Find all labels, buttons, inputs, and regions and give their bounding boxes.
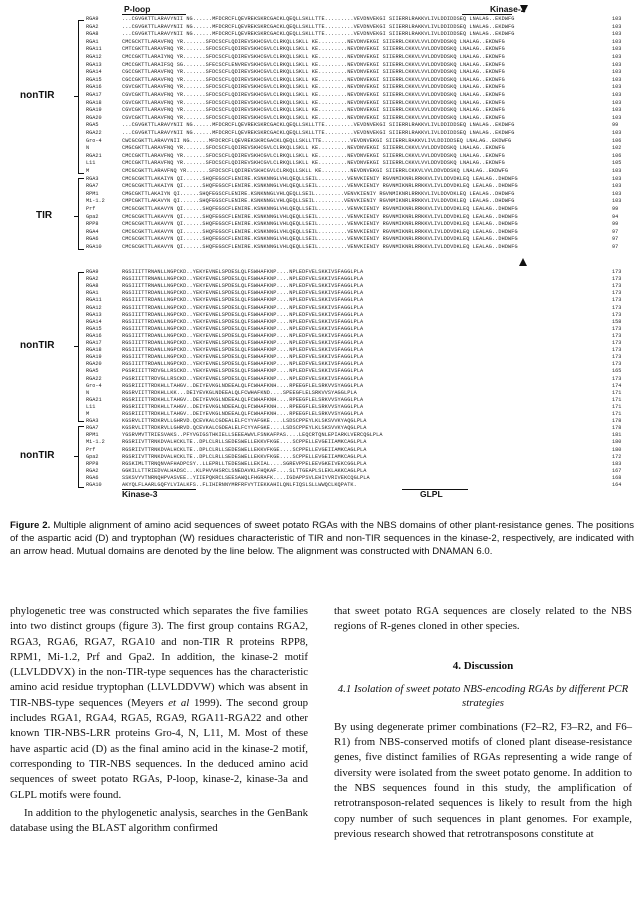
alignment-row	[0, 221, 640, 228]
brace-nontir-2	[78, 272, 84, 422]
alignment-row	[0, 183, 640, 190]
brace-tick-nontir-1	[74, 96, 78, 97]
motif-line-glpl	[402, 489, 468, 490]
sequence-residues: RGSIIITTRDANLLNGPCKD..YEKYEVNELSPDESLQLFSWHAFKNP....NPLEDFVELSKKIVSFAGGLPLA	[122, 361, 364, 368]
sequence-name: RGA13	[86, 61, 102, 68]
alignment-row	[0, 84, 640, 91]
sequence-length: 97	[612, 228, 619, 235]
sequence-name: RPM1	[86, 190, 99, 197]
sequence-length: 173	[612, 283, 622, 290]
sequence-residues: RGSIIITTRDANLLNGPCKD..YEKYEVNELSPDESLQLFSWHAFKNP....NPLEDFVELSKKIVSFAGGLPLA	[122, 332, 364, 339]
sequence-residues: RGSIIITTRDANLLNGPCKD..YEKYEVNELSPDESLQLFSWHAFKNP....NPLEDFVELSKKIVSFAGGLPLA	[122, 325, 364, 332]
motif-label-kinase2: Kinase-2	[490, 4, 526, 14]
sequence-name: L11	[86, 403, 96, 410]
alignment-row	[0, 447, 640, 454]
left-paragraph-1-end: 1999). The second group includes RGA1, RGA4, RGA5, RGA9, RGA11-RGA22 and other known TIR-NBS-LRR proteins Gro-4, N, L11, M. Most of these have aspartic acid (D) as the final amino acid in the kinase-2 motif, corresponding to TIR-NBS sequences. In the deduced amino acid sequences of sweet potato RGAs, P-loop, kinase-2, kinase-3a and GLPL motifs were found.	[10, 696, 308, 801]
sequence-residues: AKYQLFLAARLGQFYLVIALKFS..FLIHIRNNYMRFRFVYTIEKKAHILQNLFIQSLSLLWWQCLKQPATK.	[122, 482, 357, 488]
alignment-row	[0, 130, 640, 137]
sequence-length: 171	[612, 411, 622, 417]
alignment-row	[0, 39, 640, 46]
sequence-name: RGA8	[86, 31, 99, 38]
sequence-name: Gro-4	[86, 137, 102, 144]
sequence-residues: CMCGCGKTTLAKAIYN QI......SHQFEGSCFLENIRE.KSNKNNGLVHLQEQLLSEIL.........VENVKIENIY RGVNMIKNRLRRKKVLIVLDDVDKLEQ LEALAG..DHDWFG	[122, 175, 518, 182]
right-column	[334, 604, 632, 842]
alignment-row	[0, 283, 640, 290]
sequence-name: RGA2	[86, 23, 99, 30]
left-paragraph-1-etal: et al	[168, 696, 190, 709]
alignment-row	[0, 411, 640, 418]
brace-tick-nontir-2	[74, 346, 78, 347]
sequence-name: RGA10	[86, 482, 102, 488]
motif-label-ploop: P-loop	[124, 4, 151, 14]
sequence-length: 103	[612, 183, 622, 190]
sequence-residues: KGSRVLITTRDKRVLLGHRVD.QCEVKALCGDEALELFCYYAFGKE....LSDSCPPEYLKLSKSVVKYAQGLPLA	[122, 425, 367, 432]
alignment-row	[0, 153, 640, 160]
alignment-row	[0, 425, 640, 432]
sequence-residues: RGSIIITTRDANLLNGPCKD..YEKYEVNELSPDESLQLFSWHAFKNP....NPLEDFVELSKKIVSFAGGLPLA	[122, 354, 364, 361]
sequence-residues: CWCGCGKTTLARAVYNII NG......MFDCRCFLQEVREKSKRCGACKLQEQLLSKLLTTE.........VEVDNVEKGI SIIERRLRAKKVLIVLDDIDDSEQ LNALAG..EKDWFG	[122, 137, 512, 144]
sequence-name: RGA15	[86, 325, 102, 332]
brace-nontir-3	[78, 426, 84, 488]
sequence-length: 173	[612, 269, 622, 275]
sequence-name: RGA17	[86, 340, 102, 346]
alignment-row	[0, 347, 640, 354]
alignment-row	[0, 305, 640, 312]
sequence-residues: CMCGCGKTTLAKAVYN QI......SHQFEGSCFLENIRE.KSNKNNGLVHLQEQLLSEIL.........VENVKIENIY RGVNMIKNRLRRKKVLIVLDDVDKLEQ LEALAG..DHDWFG	[122, 213, 518, 220]
group-label-nontir-1: nonTIR	[20, 90, 55, 101]
sequence-residues: CMPCGKTTLAKAVYN QI......SHQFEGSCFLENIRE.KSNKNNGLVHLQEQLLSEIL.........VENVKIENIY RGVNMIKNRLRRKKVLIVLDDVDKLEQ LEALAG..DHDWFG	[122, 198, 515, 205]
sequence-name: RGA5	[86, 368, 99, 375]
sequence-residues: CGVCGKTTLARAVFNQ YR.......SFDCSCFLQDIREVSKHCGVLCLRKQLLSKLL KE.........NEVDNVEKGI SIIERRLCKKVLVVLDDVDDSKQ LNALAG..EKDWFG	[122, 99, 505, 106]
sequence-name: RPP8	[86, 221, 99, 228]
sequence-residues: ...CGVGKTTLARAVYNII NG......MFDCRCFLQEVREKSKRCGACKLQEQLLSKLLTTE.........VEVDNVEKGI SIIERRLRAKKVLIVLDDIDDSEQ LNALAG..EKDWFG	[122, 16, 515, 22]
right-paragraph-1: that sweet potato RGA sequences are closely related to the NBS regions of R-genes cloned in other species.	[334, 605, 632, 633]
alignment-row	[0, 198, 640, 205]
sequence-name: RGA12	[86, 54, 102, 60]
alignment-row	[0, 77, 640, 84]
group-label-nontir-3: nonTIR	[20, 450, 55, 461]
sequence-name: RGA19	[86, 107, 102, 114]
alignment-row	[0, 100, 640, 107]
alignment-row	[0, 383, 640, 390]
arrowhead-bottom	[519, 258, 527, 266]
alignment-row	[0, 31, 640, 38]
alignment-row	[0, 236, 640, 243]
brace-nontir-1	[78, 20, 84, 174]
sequence-name: M	[86, 168, 90, 174]
sequence-name: RGA18	[86, 347, 102, 354]
sequence-residues: CGVCGKTTLARAVFNQ YR.......SFDCSCFLQDIREVSKHCGVLCLRKQLLSKLL KE.........NEVDNVEKGI SIIERRLCKKVLVVLDDVDDSKQ LNALAG..EKDWFG	[122, 84, 505, 91]
sequence-name: RGA15	[86, 76, 102, 83]
alignment-block-1	[0, 16, 640, 256]
motif-line-kinase3	[122, 489, 196, 490]
sequence-residues: CGVCGKTTLARAVFNQ YR.......SFDCSCFLQDIREVSKHCGVLCLRKQLLSKLL KE.........NEVDNVEKGI SIIERRLCKKVLVVLDDVDDSKQ LNALAG..EKDWFG	[122, 107, 505, 114]
sequence-residues: CGCCGKTTLARAVFNQ YR.......SFDCSCFLQDIREVSKHCGVLCLRKQLLSKLL KE.........NEVDNVEKGI SIIERRLCKKVLVVLDDVDDSKQ LNALAG..EKDWFG	[122, 76, 505, 83]
sequence-length: 97	[612, 244, 619, 250]
sequence-length: 103	[612, 92, 622, 98]
alignment-row	[0, 16, 640, 23]
sequence-residues: CMTCGKTTLARAVFNQ YR.......SFDCSCFLQDIREVSKHCGVLCLRKQLLSKLL KE.........NEVDNVEKGI SIIERRLCKKVLVVLDDVDDSKQ LNALAG..EKDWFG	[122, 46, 505, 53]
sequence-length: 173	[612, 297, 622, 304]
sequence-residues: CMCGCGKTTLARAVFNQ YR.......SFDCSCFLQDIREVSKHCGVLCLRKQLLSKLL KE.........NEVDNVEKGI SIIERRLCKKVLVVLDDVDDSKQ LNALAG..EKDWFG	[122, 168, 509, 174]
sequence-length: 97	[612, 236, 619, 243]
sequence-residues: CMCGCGKTTLAKAVYN QI......SHQFEGSCFLENIRE.KSNKNNGLVHLQEQLLSEIL.........VENVKIENIY RGVNMIKNRLRRKKVLIVLDDVDKLEQ LEALAG..DHDWFG	[122, 221, 518, 228]
motif-label-glpl: GLPL	[420, 489, 443, 499]
motif-line-kinase2	[462, 14, 512, 15]
alignment-row	[0, 319, 640, 326]
sequence-residues: RGSIIITTRDANLLNGPCKD..YEKYEVNELSPDESLQLFSWHAFKNP....NPLEDFVELSKKIVSFAGGLPLA	[122, 318, 364, 325]
sequence-length: 173	[612, 325, 622, 332]
sequence-residues: RGSIIITTRNANLLNGPCKD..YEKYEVNELSPDESLQLFSWHAFKNP....NPLEDFVELSKKIVSFAGGLPLA	[122, 283, 364, 290]
sequence-name: Prf	[86, 446, 96, 453]
sequence-length: 173	[612, 276, 622, 283]
alignment-row	[0, 290, 640, 297]
sequence-length: 173	[612, 361, 622, 368]
sequence-length: 178	[612, 425, 622, 432]
sequence-length: 171	[612, 389, 622, 396]
sequence-residues: RGSRIIITTRDKHLLTAHGV..DEIYEVKGLNDEEALQLFCWHAFKNH....RPEEGFLELSRKVVSYAGGLPLA	[122, 382, 364, 389]
alignment-row	[0, 312, 640, 319]
alignment-row	[0, 206, 640, 213]
sequence-length: 178	[612, 418, 622, 425]
sequence-length: 103	[612, 76, 622, 83]
sequence-name: RGA1	[86, 38, 99, 45]
sequence-length: 173	[612, 347, 622, 354]
sequence-residues: CMCGCGKTTLAKAIYN QI......SHQFEGSCFLENIRE.KSNKNNGLVHLQEQLLSEIL.........VENVKIENIY RGVNMIKNRLRRKKVLIVLDDVDKLEQ LEALAG..DHDWFG	[122, 183, 518, 190]
group-label-tir: TIR	[36, 210, 53, 221]
sequence-name: RGA16	[86, 332, 102, 339]
alignment-row	[0, 229, 640, 236]
sequence-residues: CMGCGKTTLAKAIYN QI......SHQFEGSCFLENIRE.KSNKNNGLVHLQEQLLSEIL.........VENVKIENIY RGVNMIKNRLRRKKVLIVLDDVDKLEQ LEALAG..DHDWFG	[122, 190, 515, 197]
sequence-length: 103	[612, 38, 622, 45]
sequence-length: 106	[612, 152, 622, 159]
sequence-residues: RGSRVIITTRDKHLLKK...DEIYEVKGLNDEEALQLFCWHAFKND....SPEEGFLELSRKVVSYAGGLPLA	[122, 389, 357, 396]
sequence-length: 167	[612, 467, 622, 474]
alignment-row	[0, 92, 640, 99]
sequence-residues: CMCCGKTTLARAVFNQ YR.......SFDCSCFLQDIREVSKHCGVLCLRKQLLSKLL KE.........NEVDNVEKGI SIIERRLCKKVLVVLDDVDDSKQ LNALAG..EKDWFG	[122, 160, 505, 167]
group-label-nontir-2: nonTIR	[20, 340, 55, 351]
sequence-residues: CMCCGKTTLARAVFNQ YR.......SFDCSCFLQDIREVSKHCGVLCLRKQLLSKLL KE.........NEVDNVEKGI SIIERRLCKKVLVVLDDVDDSKQ LNALAG..EKDWFG	[122, 152, 505, 159]
sequence-length: 173	[612, 290, 622, 297]
alignment-row	[0, 361, 640, 368]
sequence-residues: CMCCGKTTLARAIFSQ SG.......SFECSCFLENVREVSKHCGVLCLRKQLLSKLL KE.........NEVDNVEKGI SIIERRLCKKVLVVLDDVDDSKQ LNALAG..EKDWFG	[122, 61, 505, 68]
sequence-residues: RGSIIITTRDANLLNGPCKD..YEKYEVNELSPDESLQLFSWHAFKNP....NPLEDFVELSKKIVSFAGGLPLA	[122, 297, 364, 304]
alignment-row	[0, 145, 640, 152]
alignment-row	[0, 376, 640, 383]
sequence-length: 173	[612, 354, 622, 361]
alignment-row	[0, 297, 640, 304]
sequence-residues: CMCGCGKTTLAKAVYN QI......SHQFEGSCFLENIRE.KSNKNNGLVHLQEQLLSEIL.........VENVKIENIY RGVNMIKNRLRRKKVLIVLDDVDKLEQ LEALAG..DHDWFG	[122, 228, 518, 235]
alignment-row	[0, 54, 640, 61]
sequence-residues: ...CGVGKTTLARAVYNII NG......MFDCRCFLQEVREKSKRCGACKLQEQLLSKLLTTE.........VEVDNVEKGI SIIERRLRAKKVLIVLDDIDDSEQ LNALAG..EKDWFG	[122, 130, 515, 136]
sequence-residues: ...CGVGKTTLARAVYNII NG......MFDCRCFLQEVREKSKRCGACKLQEQLLSKLLTTE.........VEVDNVEKGI SIIERRLRAKKVLIVLDDIDDSEQ LNALAG..EKDWFG	[122, 122, 515, 129]
alignment-row	[0, 168, 640, 175]
subsection-title: 4.1 Isolation of sweet potato NBS-encoding RGAs by different PCR strategies	[337, 682, 629, 709]
sequence-name: Mi-1.2	[86, 439, 105, 446]
sequence-name: RGA14	[86, 318, 102, 325]
sequence-length: 103	[612, 61, 622, 68]
sequence-length: 102	[612, 145, 622, 152]
sequence-length: 103	[612, 69, 622, 76]
sequence-name: RGA21	[86, 152, 102, 159]
alignment-row	[0, 333, 640, 340]
alignment-row	[0, 46, 640, 53]
sequence-residues: RGSIIITTRDANLLNGPCKD..YEKYEVNELSPDESLQLFSWHAFKNP....NPLEDFVELSKKIVSFAGGLPLA	[122, 311, 364, 318]
sequence-residues: SSKSVYVTNRNQHPVASVEE..YIIEPQKRCLSEESAWQLFHGRAFK....IGDAPPSVLEHIYVRIVEKCQGLPLA	[122, 474, 370, 481]
left-column	[10, 604, 308, 836]
alignment-row	[0, 122, 640, 129]
alignment-row	[0, 454, 640, 461]
sequence-name: M	[86, 411, 90, 417]
sequence-residues: CMGCGKTTLARAVFNQ YR.......SFDCSCFLQDIREVSKHCGVLCLRKQLLSKLL KE.........NEVDNVEKGI SIIERRLCKKVLVVLDDVDDSKQ LNALAG..EKDWFG	[122, 145, 505, 152]
motif-label-kinase3: Kinase-3	[122, 489, 158, 499]
alignment-row	[0, 390, 640, 397]
sequence-name: RGA17	[86, 92, 102, 98]
sequence-name: RGA4	[86, 228, 99, 235]
alignment-row	[0, 115, 640, 122]
sequence-length: 173	[612, 340, 622, 346]
sequence-name: RGA16	[86, 84, 102, 91]
sequence-residues: RGSIIITTRDANLLNGPCKD..YEKYEVNELSPDESLQLFSWHAFKNP....NPLEDFVELSKKIVSFAGGLPLA	[122, 304, 364, 311]
sequence-name: RGA6	[86, 236, 99, 243]
sequence-residues: RGSRIIITTRDKHLLTAHGV..DEIYEVKGLNDEEALQLFCWHAFKNH....RPEEGFLELSRKVVSYAGGLPLA	[122, 396, 364, 403]
alignment-row	[0, 404, 640, 411]
sequence-length: 99	[612, 122, 619, 129]
sequence-name: Prf	[86, 206, 96, 212]
sequence-name: RGA1	[86, 290, 99, 297]
sequence-residues: RGSIIITTRDANLLNGPCKD..YEKYEVNELSPDESLQLFSWHAFKNP....NPLEDFVELSKKIVSFAGGLPLA	[122, 347, 364, 354]
alignment-row	[0, 62, 640, 69]
sequence-name: N	[86, 389, 90, 396]
sequence-length: 103	[612, 23, 622, 30]
sequence-length: 173	[612, 375, 622, 382]
sequence-length: 181	[612, 432, 622, 439]
figure-caption	[10, 519, 634, 558]
sequence-name: Mi-1.2	[86, 198, 105, 205]
brace-tir	[78, 178, 84, 250]
arrowhead-top	[520, 5, 528, 13]
sequence-name: RGA13	[86, 311, 102, 318]
sequence-length: 103	[612, 84, 622, 91]
sequence-length: 105	[612, 160, 622, 167]
sequence-name: RGA20	[86, 361, 102, 368]
sequence-name: RGA7	[86, 183, 99, 190]
alignment-row	[0, 326, 640, 333]
sequence-length: 103	[612, 46, 622, 53]
sequence-length: 103	[612, 16, 622, 22]
sequence-length: 103	[612, 31, 622, 38]
sequence-name: RGA22	[86, 130, 102, 136]
sequence-residues: RGSRIIITTRDKHLLTAHGV..DEIYEVKGLNDEEALQLFCWHAFKNH....RPEEGFLELSRKVVSYAGGLPLA	[122, 411, 364, 417]
sequence-length: 164	[612, 482, 622, 488]
sequence-length: 103	[612, 168, 622, 174]
sequence-name: RGA18	[86, 99, 102, 106]
brace-tick-nontir-3	[74, 456, 78, 457]
sequence-residues: CMCGCKTTLARAVFNQ YR.......SFDCSCFLQDIREVSKHCGVLCLRKQLLSKLL KE.........NEVDNVEKGI SIIERRLCKKVLVVLDDVDDSKQ LNALAG..EKDWFG	[122, 38, 505, 45]
sequence-residues: CGVCGKTTLARAVFNQ YR.......SFDCSCFLQDIREVSKHCGVLCLRKQLLSKLL KE.........NEVDNVEKGI SIIERRLCKKVLVVLDDVDDSKQ LNALAG..EKDWFG	[122, 92, 505, 98]
sequence-residues: PGSRIIITTRDVGLLRSCKD..YEKYEVNELSPDESLQLFSWHAFKNP....NPLEDFVELSKKIVSFAGGLPLA	[122, 368, 364, 375]
alignment-row	[0, 354, 640, 361]
sequence-name: RGA14	[86, 69, 102, 76]
alignment-row	[0, 468, 640, 475]
sequence-name: RGA11	[86, 46, 102, 53]
sequence-name: RGA2	[86, 276, 99, 283]
sequence-name: RGA12	[86, 304, 102, 311]
sequence-residues: CMCGCGKTTLAKAVYN QI......SHQFEGSCFLENIRE.KSNKNNGLVHLQEQLLSEIL.........VENVKIENIY RGVNMIKNRLRRKKVLIVLDDVDKLEQ LEALAG..DHDWFG	[122, 206, 518, 212]
sequence-residues: PGSRIIITTRDVGLLRSCKD..YEKYEVNELSPDESLQLFSWHAFKNP....NPLEDFVELSKKIVSFAGGLPLA	[122, 375, 364, 382]
alignment-row	[0, 269, 640, 276]
alignment-row	[0, 191, 640, 198]
alignment-row	[0, 461, 640, 468]
alignment-block-2	[0, 269, 640, 491]
sequence-name: RGA21	[86, 396, 102, 403]
sequence-name: RPP8	[86, 460, 99, 467]
sequence-name: RGA7	[86, 425, 99, 432]
sequence-length: 99	[612, 221, 619, 228]
sequence-residues: RGSRIIVTTRNKDVALHCKLTE..DPLCLRLLSEDESWELLEKKVFKGE....SCPPELLEVGEIIAMKCAGLPLA	[122, 453, 367, 460]
sequence-length: 168	[612, 474, 622, 481]
sequence-length: 103	[612, 175, 622, 182]
sequence-residues: RGSRIIITTRDKHLLTAHGV..DEIYEVKGLNDEEALQLFCWHAFKNH....RPEEGFLELSRKVVSYAGGLPLA	[122, 403, 364, 410]
alignment-row	[0, 475, 640, 482]
sequence-name: RGA20	[86, 114, 102, 121]
sequence-length: 174	[612, 382, 622, 389]
sequence-residues: CMCGCGKTTLAKAVYN QI......SHQFEGSCFLENIRE.KSNKNNGLVHLQEQLLSEIL.........VENVKIENIY RGVNMIKNRLRRKKVLIVLDDVDKLEQ LEALAG..DHDWFG	[122, 244, 518, 250]
sequence-residues: CMCCGKTTLARAIYNQ YR.......SFDCSCFLQDIREVSKHCGVLCLRKQLLSKLL KE.........NEVDNVEKGI SIIERRLCKKVLVVLDDVDDSKQ LNALAG..EKDWFG	[122, 54, 505, 60]
sequence-residues: RGSIIITTRDANLLNGPCKD..YEKYEVNELSPDESLQLFSWHAFKNP....NPLEDFVELSKKIVSFAGGLPLA	[122, 290, 364, 297]
left-paragraph-2: In addition to the phylogenetic analysis, searches in the GenBank database using the BLAST algorithm confirmed	[10, 806, 308, 835]
sequence-length: 94	[612, 213, 619, 220]
sequence-name: RGA22	[86, 375, 102, 382]
alignment-row	[0, 69, 640, 76]
alignment-row	[0, 397, 640, 404]
sequence-residues: RGSKIMLTTRNQNVAFHADPCSY..LLEPRLLTEDESWELLEKIAL....SGREVPPELEEVGKEIVEKCGGLPLA	[122, 460, 367, 467]
sequence-residues: GGKILLTTRIEDVALHADSC...KLPHVVHSRCLSNEDAVKLFHQKAF....SLTTGEAPLSLEKLAKKCAGLPLA	[122, 467, 367, 474]
alignment-row	[0, 482, 640, 489]
section-title: 4. Discussion	[452, 659, 514, 672]
sequence-length: 173	[612, 332, 622, 339]
left-paragraph-1-text: phylogenetic tree was constructed which separates the five families into two distinct groups (figure 3). The first group contains RGA2, RGA3, RGA6, RGA7, RGA10 and non-TIR R proteins RPP8, RPM1, Mi-1.2, Prf and Gpa2. In addition, the kinase-2 motif (LLVLDDVX) in the non-TIR-type sequences has the characteristic amino acid residue tryptophan (LLVLDDVW) which was absent in TIR-NBS-type sequences (Meyers	[10, 605, 308, 709]
alignment-row	[0, 340, 640, 347]
alignment-row	[0, 138, 640, 145]
sequence-length: 180	[612, 439, 622, 446]
sequence-length: 103	[612, 198, 622, 205]
alignment-row	[0, 418, 640, 425]
brace-tick-tir	[74, 216, 78, 217]
sequence-residues: RGSIIITTRNANLLNGPCKD..YEKYEVNELSPDESLQLFSWHAFKNP....NPLEDFVELSKKIVSFAGGLPLA	[122, 276, 364, 283]
sequence-residues: ...CGVGKTTLARAVYNII NG......MFDCRCFLQEVREKSKRCGACKLQEQLLSKLLTTE.........VEVDNVEKGI SIIERRLRAKKVLIVLDDIDDSEQ LNALAG..EKDWFG	[122, 23, 515, 30]
sequence-length: 103	[612, 114, 622, 121]
left-paragraph-1	[10, 604, 308, 803]
alignment-row	[0, 439, 640, 446]
right-paragraph-2: By using degenerate primer combinations (F2–R2, F3–R2, and F6–R1) from NBS-conserved motifs of cloned plant disease-resistance genes, five distinct families of RGAs representing a wide range of diversity were isolated from the sweet potato genome. In addition to the NBS sequences found in this study, the amplification of retrotransposon-related sequences is likely to result from the high copy number of such sequences in plant genomes. For example, previous research showed that retrotransposons constitute at	[334, 720, 632, 840]
alignment-row	[0, 432, 640, 439]
motif-line-ploop	[122, 14, 186, 15]
sequence-residues: CGVCGKTTLARAVFNQ YR.......SFDCSCFLQDIREVSKHCGVLCLRKQLLSKLL KE.........NEVDNVEKGI SIIERRLCKKVLVVLDDVDDSKQ LNALAG..EKDWFG	[122, 114, 505, 121]
sequence-name: RGA10	[86, 244, 102, 250]
sequence-length: 173	[612, 311, 622, 318]
figure-caption-label: Figure 2.	[10, 520, 51, 531]
sequence-length: 173	[612, 304, 622, 311]
alignment-row	[0, 176, 640, 183]
sequence-residues: RGSRIIVTTRNKDVALHCKLTE..DPLCLRLLSEDESWELLEKKVFKGE....SCPPELLEVGEIIAMKCAGLPLA	[122, 446, 367, 453]
sequence-name: RGA5	[86, 122, 99, 129]
sequence-residues: CGCCGKTTLARAVFNQ YR.......SFDCSCFLQDIREVSKHCGVLCLRKQLLSKLL KE.........NEVDNVEKGI SIIERRLCKKVLVVLDDVDDSKQ LNALAG..EKDWFG	[122, 69, 505, 76]
sequence-name: N	[86, 145, 90, 152]
alignment-row	[0, 107, 640, 114]
sequence-residues: RGSIIITTRDANLLNGPCKD..YEKYEVNELSPDESLQLFSWHAFKNP....NPLEDFVELSKKIVSFAGGLPLA	[122, 340, 364, 346]
sequence-residues: YGSRVMVTTRIESVAKS..PFYVGIGSTHKIELLSEEEAWVLFSNKAFPAS....LEQCRTQNLEPIARKLVERCQGLPLA	[122, 432, 383, 439]
sequence-name: RGA8	[86, 283, 99, 290]
sequence-length: 103	[612, 130, 622, 136]
sequence-residues: RGSRIIVTTRNKDVALHCKLTE..DPLCLRLLSEDESWELLEKKVFKGE....SCPPELLEVGEIIAMKCAGLPLA	[122, 439, 367, 446]
alignment-row	[0, 276, 640, 283]
alignment-row	[0, 24, 640, 31]
sequence-residues: KGSRVLITTRDKRVLLGHRVD.QCEVKALCGDEALELFCYYAFGKE....LSDSCPPEYLKLSKSVVKYAQGLPLA	[122, 418, 367, 425]
sequence-name: RGA9	[86, 269, 99, 275]
sequence-length: 171	[612, 396, 622, 403]
sequence-name: RGA9	[86, 16, 99, 22]
sequence-length: 165	[612, 368, 622, 375]
sequence-length: 103	[612, 107, 622, 114]
sequence-name: RGA19	[86, 354, 102, 361]
alignment-row	[0, 244, 640, 251]
sequence-length: 171	[612, 403, 622, 410]
sequence-name: Gro-4	[86, 382, 102, 389]
sequence-length: 106	[612, 137, 622, 144]
sequence-length: 99	[612, 206, 619, 212]
sequence-name: Gpa2	[86, 213, 99, 220]
sequence-name: Gpa2	[86, 453, 99, 460]
figure-caption-text: Multiple alignment of amino acid sequences of sweet potato RGAs with the NBS domains of other plant-resistance genes. The positions of the aspartic acid (D) and tryptophan (W) residues characteristic of TIR and non-TIR sequences in the kinase-2, respectively, are indicated with an arrow head. Mutual domains are denoted by the line below. The alignment was constructed with DNAMAN 6.0.	[10, 520, 634, 557]
alignment-row	[0, 368, 640, 375]
alignment-row	[0, 214, 640, 221]
sequence-length: 172	[612, 453, 622, 460]
sequence-length: 103	[612, 190, 622, 197]
sequence-name: RGA3	[86, 175, 99, 182]
sequence-name: L11	[86, 160, 96, 167]
sequence-length: 183	[612, 460, 622, 467]
sequence-length: 180	[612, 446, 622, 453]
sequence-name: RGA2	[86, 467, 99, 474]
sequence-residues: CMCGCGKTTLAKAVYN QI......SHQFEGSCFLENIRE.KSNKNNGLVHLQEQLLSEIL.........VENVKIENIY RGVNMIKNRLRRKKVLIVLDDVDKLEQ LEALAG..DHDWFG	[122, 236, 518, 243]
sequence-length: 103	[612, 54, 622, 60]
sequence-name: RPM1	[86, 432, 99, 439]
sequence-residues: ...CGVGKTTLARAVYNII NG......MFDCRCFLQEVREKSKRCGACKLQEQLLSKLLTTE.........VEVDNVEKGI SIIERRLRAKKVLIVLDDIDDSEQ LNALAG..EKDWFG	[122, 31, 515, 38]
sequence-residues: RGSIIITTRNANLLNGPCKD..YEKYEVNELSPDESLQLFSWHAFKNP....NPLEDFVELSKKIVSFAGGLPLA	[122, 269, 364, 275]
sequence-name: RGA3	[86, 418, 99, 425]
sequence-name: RGA6	[86, 474, 99, 481]
sequence-name: RGA11	[86, 297, 102, 304]
sequence-length: 103	[612, 99, 622, 106]
alignment-row	[0, 160, 640, 167]
sequence-length: 158	[612, 318, 622, 325]
